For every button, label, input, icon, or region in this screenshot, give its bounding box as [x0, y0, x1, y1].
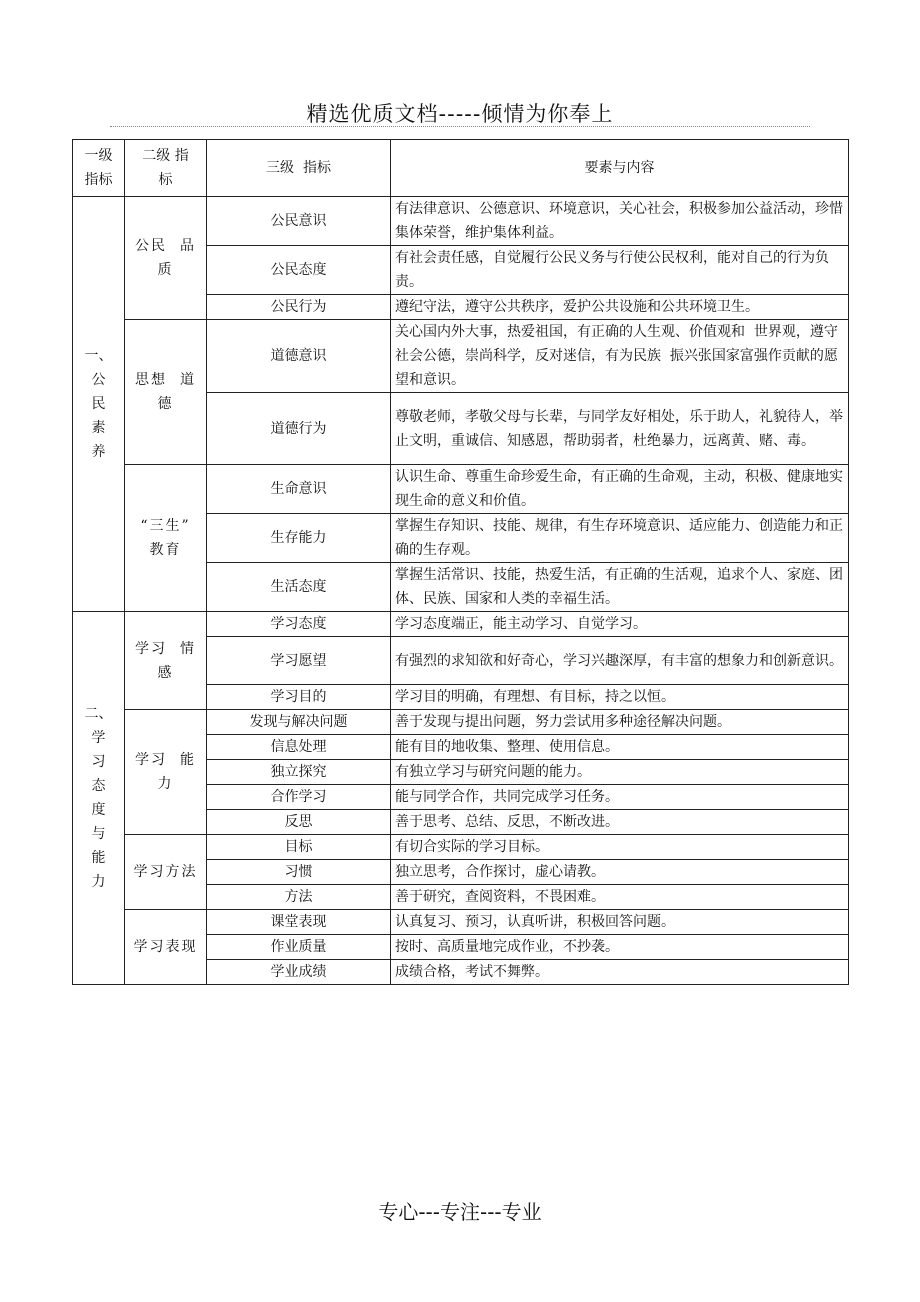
element-content: 掌握生活常识、技能，热爱生活，有正确的生活观，追求个人、家庭、团体、民族、国家和人类的幸福生活。: [391, 563, 849, 612]
indicator-table: [72, 139, 849, 985]
page-footer: 专心---专注---专业: [378, 1200, 542, 1224]
table-row: [73, 612, 849, 637]
table-row: [73, 320, 849, 393]
level3-indicator: 作业质量: [207, 935, 391, 960]
level3-indicator: 公民意识: [207, 197, 391, 246]
element-content: 善于思考、总结、反思，不断改进。: [391, 810, 849, 835]
level2-indicator: 学习 能 力: [125, 710, 207, 835]
element-content: 认识生命、尊重生命珍爱生命，有正确的生命观，主动，积极、健康地实现生命的意义和价值。: [391, 465, 849, 514]
level3-indicator: 合作学习: [207, 785, 391, 810]
level2-indicator: “三生” 教育: [125, 465, 207, 612]
level3-indicator: 生存能力: [207, 514, 391, 563]
level2-indicator: 学习表现: [125, 910, 207, 985]
level3-indicator: 方法: [207, 885, 391, 910]
element-content: 遵纪守法，遵守公共秩序，爱护公共设施和公共环境卫生。: [391, 295, 849, 320]
element-content: 关心国内外大事，热爱祖国，有正确的人生观、价值观和 世界观，遵守社会公德，崇尚科学，反对迷信，有为民族 振兴张国家富强作贡献的愿望和意识。: [391, 320, 849, 393]
element-content: 善于研究，查阅资料，不畏困难。: [391, 885, 849, 910]
level3-indicator: 习惯: [207, 860, 391, 885]
level3-indicator: 课堂表现: [207, 910, 391, 935]
level3-indicator: 独立探究: [207, 760, 391, 785]
element-content: 按时、高质量地完成作业，不抄袭。: [391, 935, 849, 960]
header-divider: [110, 126, 810, 127]
level3-indicator: 反思: [207, 810, 391, 835]
table-row: [73, 710, 849, 735]
level3-indicator: 目标: [207, 835, 391, 860]
column-header-content: 要素与内容: [391, 140, 849, 197]
element-content: 独立思考，合作探讨，虚心请教。: [391, 860, 849, 885]
level2-indicator: 公民 品 质: [125, 197, 207, 320]
element-content: 成绩合格，考试不舞弊。: [391, 960, 849, 985]
element-content: 有强烈的求知欲和好奇心，学习兴趣深厚，有丰富的想象力和创新意识。: [391, 637, 849, 685]
page-header: 精选优质文档-----倾情为你奉上: [306, 102, 614, 126]
element-content: 有法律意识、公德意识、环境意识，关心社会，积极参加公益活动，珍惜集体荣誉，维护集体利益。: [391, 197, 849, 246]
element-content: 认真复习、预习，认真听讲，积极回答问题。: [391, 910, 849, 935]
table-body: [73, 197, 849, 985]
level3-indicator: 公民态度: [207, 246, 391, 295]
element-content: 学习目的明确，有理想、有目标，持之以恒。: [391, 685, 849, 710]
table-row: [73, 465, 849, 514]
level3-indicator: 道德行为: [207, 393, 391, 465]
level1-indicator: 二、 学 习 态 度 与 能 力: [73, 612, 125, 985]
element-content: 有独立学习与研究问题的能力。: [391, 760, 849, 785]
element-content: 能与同学合作，共同完成学习任务。: [391, 785, 849, 810]
level3-indicator: 学习态度: [207, 612, 391, 637]
element-content: 掌握生存知识、技能、规律，有生存环境意识、适应能力、创造能力和正确的生存观。: [391, 514, 849, 563]
table-row: [73, 197, 849, 246]
element-content: 学习态度端正，能主动学习、自觉学习。: [391, 612, 849, 637]
element-content: 有切合实际的学习目标。: [391, 835, 849, 860]
level2-indicator: 学习方法: [125, 835, 207, 910]
level3-indicator: 学习愿望: [207, 637, 391, 685]
element-content: 尊敬老师，孝敬父母与长辈，与同学友好相处，乐于助人，礼貌待人，举止文明，重诚信、知感恩，帮助弱者，杜绝暴力，远离黄、赌、毒。: [391, 393, 849, 465]
column-header-level3: 三级 指标: [207, 140, 391, 197]
level2-indicator: 学习 情 感: [125, 612, 207, 710]
level3-indicator: 公民行为: [207, 295, 391, 320]
table-row: [73, 910, 849, 935]
table-header-row: [73, 140, 849, 197]
level3-indicator: 学习目的: [207, 685, 391, 710]
level2-indicator: 思想 道 德: [125, 320, 207, 465]
element-content: 善于发现与提出问题，努力尝试用多种途径解决问题。: [391, 710, 849, 735]
column-header-level2: 二级 指 标: [125, 140, 207, 197]
column-header-level1: 一级 指标: [73, 140, 125, 197]
level1-indicator: 一、 公 民 素 养: [73, 197, 125, 612]
level3-indicator: 道德意识: [207, 320, 391, 393]
level3-indicator: 信息处理: [207, 735, 391, 760]
level3-indicator: 发现与解决问题: [207, 710, 391, 735]
table-row: [73, 835, 849, 860]
level3-indicator: 学业成绩: [207, 960, 391, 985]
element-content: 能有目的地收集、整理、使用信息。: [391, 735, 849, 760]
element-content: 有社会责任感，自觉履行公民义务与行使公民权利，能对自己的行为负责。: [391, 246, 849, 295]
level3-indicator: 生活态度: [207, 563, 391, 612]
level3-indicator: 生命意识: [207, 465, 391, 514]
